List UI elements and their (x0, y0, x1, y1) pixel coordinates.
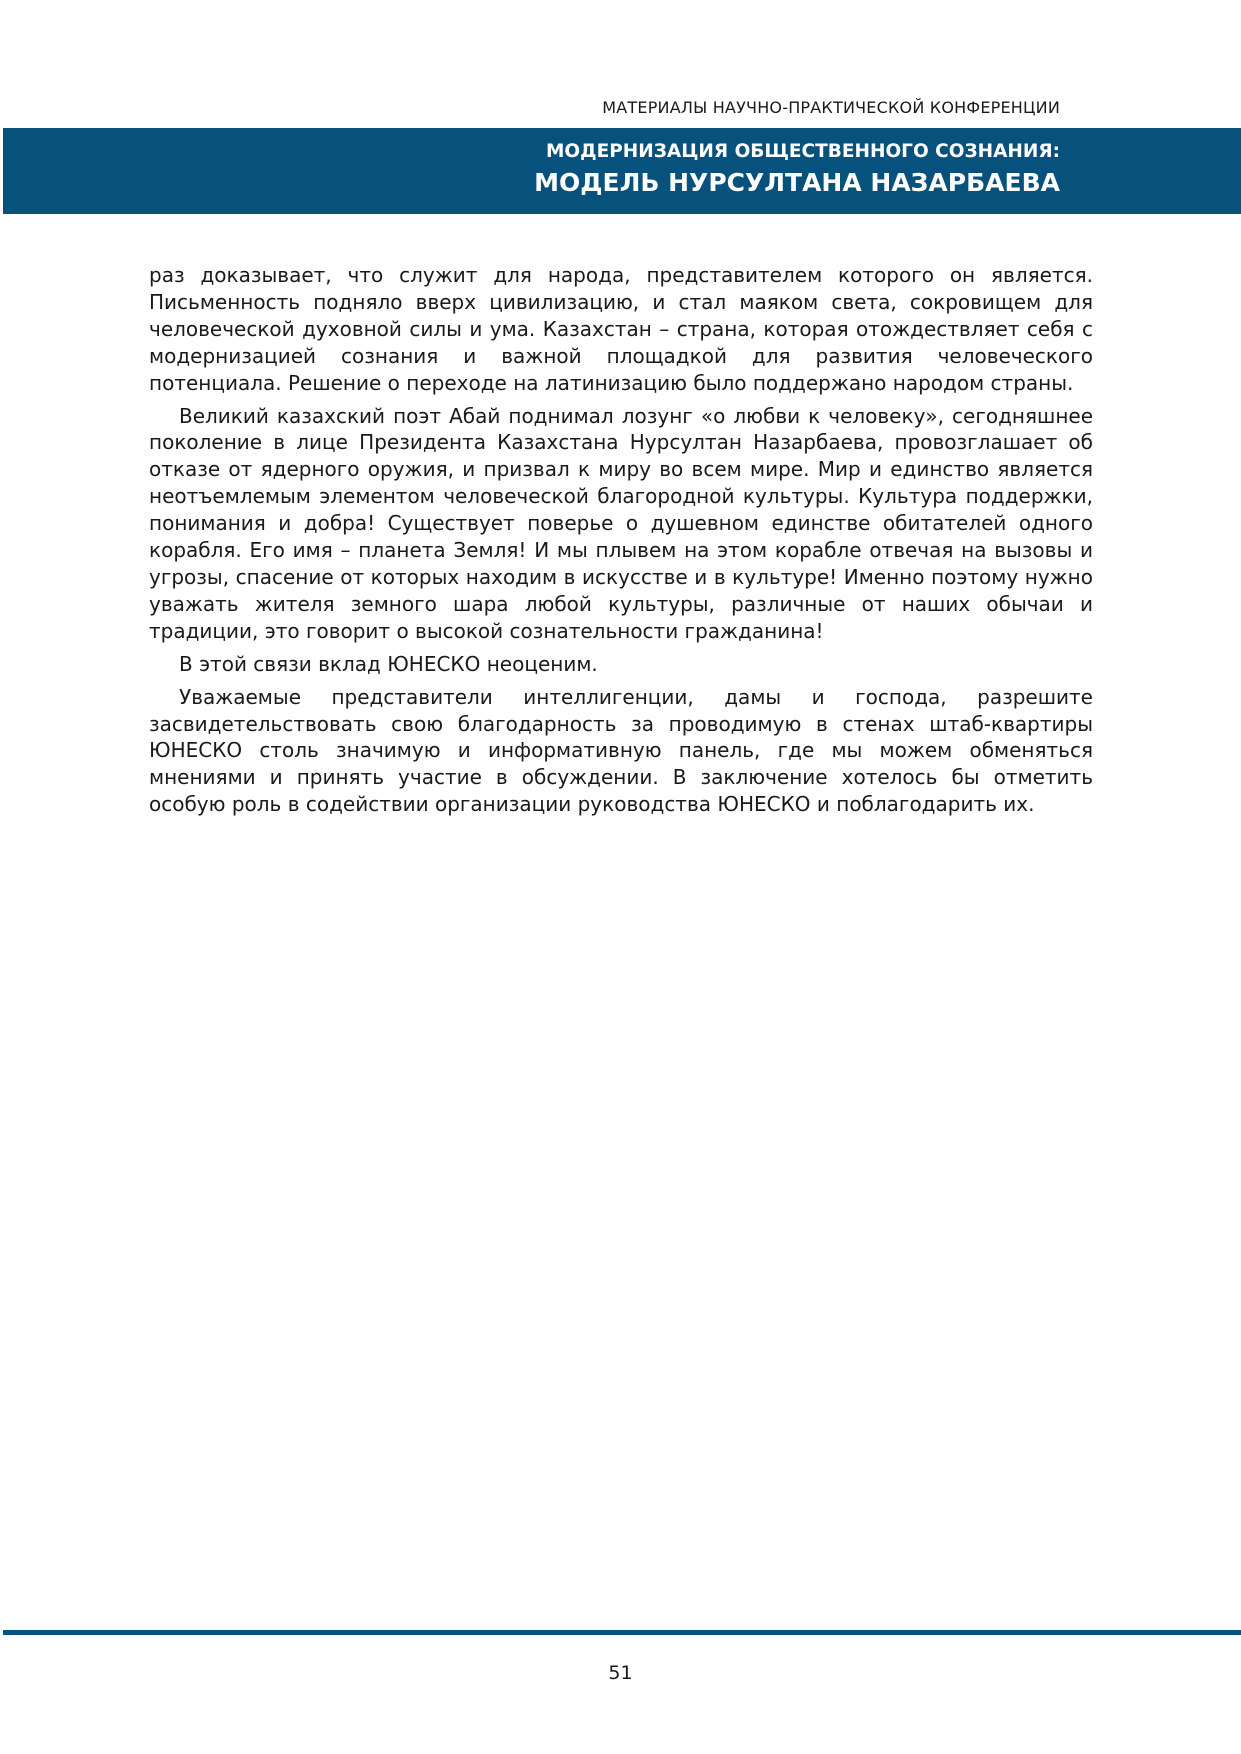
banner-title: МОДЕЛЬ НУРСУЛТАНА НАЗАРБАЕВА (534, 168, 1060, 197)
paragraph: раз доказывает, что служит для народа, представителем которого он является. Письменность подняло вверх цивилизацию, и стал маяком света, сокровищем для человеческой духовной силы и ума. Казахстан – страна, которая отождествляет себя с модернизацией сознания и важной площадкой для развития человеческого потенциала. Решение о переходе на латинизацию было поддержано народом страны. (149, 263, 1093, 395)
paragraph: В этой связи вклад ЮНЕСКО неоценим. (179, 651, 598, 676)
title-banner (3, 128, 1241, 214)
paragraph: Великий казахский поэт Абай поднимал лозунг «о любви к человеку», сегодняшнее поколение в лице Президента Казахстана Нурсултан Назарбаева, провозглашает об отказе от ядерного оружия, и призвал к миру во всем мире. Мир и единство является неотъемлемым элементом человеческой благородной культуры. Культура поддержки, понимания и добра! Существует поверье о душевном единстве обитателей одного корабля. Его имя – планета Земля! И мы плывем на этом корабле отвечая на вызовы и угрозы, спасение от которых находим в искусстве и в культуре! Именно поэтому нужно уважать жителя земного шара любой культуры, различные от наших обычаи и традиции, это говорит о высокой сознательности гражданина! (149, 403, 1093, 643)
banner-subtitle: МОДЕРНИЗАЦИЯ ОБЩЕСТВЕННОГО СОЗНАНИЯ: (546, 141, 1060, 162)
page-number: 51 (608, 1662, 633, 1684)
footer-divider (3, 1630, 1241, 1635)
paragraph: Уважаемые представители интеллигенции, дамы и господа, разрешите засвидетельствовать свою благодарность за проводимую в стенах штаб-квартиры ЮНЕСКО столь значимую и информативную панель, где мы можем обменяться мнениями и принять участие в обсуждении. В заключение хотелось бы отметить особую роль в содействии организации руководства ЮНЕСКО и поблагодарить их. (149, 684, 1093, 817)
article-body (149, 262, 1093, 824)
conference-label: МАТЕРИАЛЫ НАУЧНО-ПРАКТИЧЕСКОЙ КОНФЕРЕНЦИИ (602, 98, 1060, 117)
